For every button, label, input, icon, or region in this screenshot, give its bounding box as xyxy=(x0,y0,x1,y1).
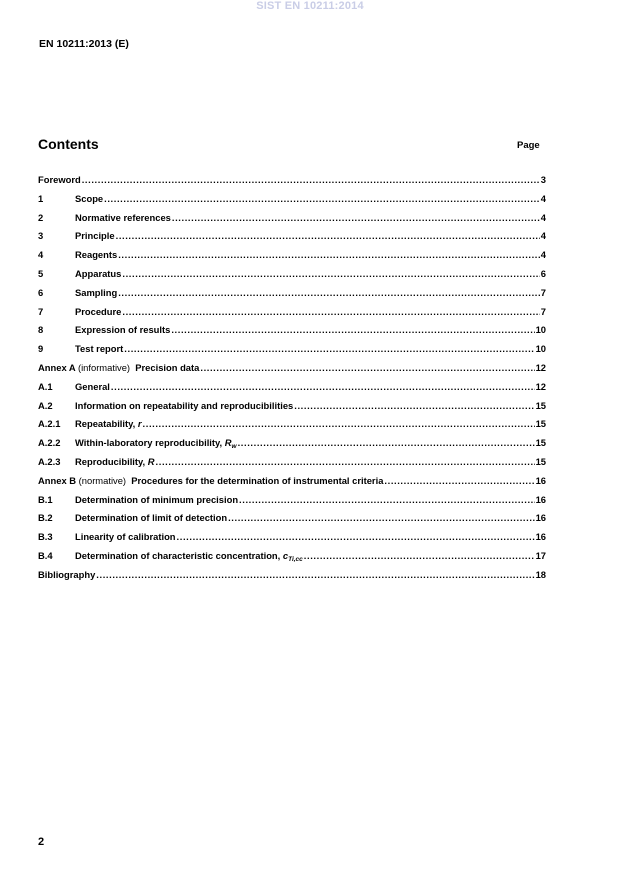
toc-entry-page: 15 xyxy=(535,437,546,449)
toc-entry-title xyxy=(38,362,199,373)
toc-entry-number: 5 xyxy=(38,267,44,279)
toc-entry-number: 9 xyxy=(38,343,44,355)
dot-leader xyxy=(238,437,535,448)
toc-title-text: Linearity of calibration xyxy=(75,531,176,543)
toc-entry[interactable] xyxy=(38,381,546,400)
toc-title-text: Sampling xyxy=(75,286,118,298)
dot-leader xyxy=(304,550,535,561)
annex-label: Annex A xyxy=(38,361,76,373)
toc-entry-page: 15 xyxy=(535,418,546,430)
toc-entry-number: A.2.3 xyxy=(38,455,61,467)
toc-entry-title xyxy=(75,343,123,354)
annex-type: (informative) xyxy=(77,361,131,373)
dot-leader xyxy=(104,193,540,204)
dot-leader xyxy=(384,475,534,486)
toc-entry[interactable] xyxy=(38,306,546,325)
toc-entry-title xyxy=(38,174,81,185)
toc-entry-page: 4 xyxy=(540,249,546,261)
annex-title: Precision data xyxy=(135,361,200,373)
toc-entry[interactable] xyxy=(38,287,546,306)
toc-entry-title xyxy=(75,550,303,563)
toc-entry-title xyxy=(75,230,115,241)
toc-title-text: Determination of characteristic concentration, xyxy=(75,549,283,561)
dot-leader xyxy=(116,230,540,241)
dot-leader xyxy=(143,418,535,429)
dot-leader xyxy=(122,306,539,317)
toc-entry-title xyxy=(75,268,121,279)
toc-title-text: Repeatability, xyxy=(75,418,138,430)
toc-entry-page: 4 xyxy=(540,192,546,204)
toc-entry-title xyxy=(75,306,121,317)
toc-entry[interactable] xyxy=(38,268,546,287)
toc-entry[interactable] xyxy=(38,249,546,268)
toc-entry-page: 16 xyxy=(535,493,546,505)
toc-entry-number: B.2 xyxy=(38,512,53,524)
toc-entry-title xyxy=(75,400,293,411)
dot-leader xyxy=(239,494,535,505)
page-number: 2 xyxy=(38,836,45,848)
toc-entry[interactable] xyxy=(38,437,546,456)
toc-entry-title xyxy=(75,287,117,298)
toc-entry-title xyxy=(75,324,170,335)
toc-entry-number: A.2.2 xyxy=(38,437,61,449)
toc-entry-page: 10 xyxy=(535,324,546,336)
toc-entry-number: 8 xyxy=(38,324,44,336)
toc-entry[interactable] xyxy=(38,550,546,569)
dot-leader xyxy=(82,174,540,185)
toc-title-text: Bibliography xyxy=(38,568,96,580)
toc-entry-title xyxy=(38,569,95,580)
toc-entry-number: 7 xyxy=(38,305,44,317)
toc-entry-title xyxy=(75,381,110,392)
toc-title-text: Expression of results xyxy=(75,324,171,336)
toc-entry[interactable] xyxy=(38,569,546,588)
dot-leader xyxy=(118,249,540,260)
toc-entry-number: 2 xyxy=(38,211,44,223)
toc-title-text: Apparatus xyxy=(75,267,122,279)
dot-leader xyxy=(118,287,540,298)
toc-title-text: Scope xyxy=(75,192,104,204)
toc-entry[interactable] xyxy=(38,400,546,419)
toc-entry-number: B.4 xyxy=(38,549,53,561)
dot-leader xyxy=(124,343,534,354)
toc-entry-page: 12 xyxy=(535,361,546,373)
toc-entry-page: 4 xyxy=(540,230,546,242)
toc-entry-page: 16 xyxy=(535,512,546,524)
toc-entry-number: 4 xyxy=(38,249,44,261)
toc-entry[interactable] xyxy=(38,193,546,212)
toc-entry-page: 16 xyxy=(535,531,546,543)
contents-title: Contents xyxy=(38,136,99,152)
toc-entry-page: 4 xyxy=(540,211,546,223)
toc-title-text: General xyxy=(75,380,110,392)
toc-entry[interactable] xyxy=(38,456,546,475)
watermark: SIST EN 10211:2014 xyxy=(256,0,364,12)
toc-title-subscript: w xyxy=(231,443,237,451)
toc-entry-page: 10 xyxy=(535,343,546,355)
dot-leader xyxy=(111,381,535,392)
toc-entry[interactable] xyxy=(38,362,546,381)
toc-title-text: Determination of minimum precision xyxy=(75,493,239,505)
toc-entry[interactable] xyxy=(38,343,546,362)
annex-title: Procedures for the determination of instrumental criteria xyxy=(131,474,384,486)
toc-entry-number: 1 xyxy=(38,192,44,204)
toc-entry-title xyxy=(75,531,176,542)
toc-title-variable: r xyxy=(137,418,142,430)
toc-title-text: Within-laboratory reproducibility, xyxy=(75,437,225,449)
toc-entry[interactable] xyxy=(38,174,546,193)
toc-entry-number: 3 xyxy=(38,230,44,242)
toc-title-text: Foreword xyxy=(38,174,81,185)
toc-entry-title xyxy=(75,212,171,223)
dot-leader xyxy=(294,400,534,411)
toc-entry-page: 7 xyxy=(540,286,546,298)
toc-title-text: Reproducibility, xyxy=(75,455,148,467)
dot-leader xyxy=(96,569,534,580)
toc-title-variable: R xyxy=(147,455,155,467)
toc-entry-title xyxy=(75,512,227,523)
toc-entry-page: 17 xyxy=(535,549,546,561)
toc-entry-page: 15 xyxy=(535,455,546,467)
dot-leader xyxy=(200,362,534,373)
toc-title-text: Information on repeatability and reproducibilities xyxy=(75,399,294,411)
toc-entry[interactable] xyxy=(38,324,546,343)
dot-leader xyxy=(156,456,535,467)
toc-entry-number: B.1 xyxy=(38,493,53,505)
annex-type: (normative) xyxy=(78,474,127,486)
toc-entry[interactable] xyxy=(38,494,546,513)
toc-entry-number: A.1 xyxy=(38,380,53,392)
toc-title-text: Reagents xyxy=(75,249,118,261)
dot-leader xyxy=(171,324,534,335)
toc-title-variable: R xyxy=(224,437,232,449)
toc-entry-number: 6 xyxy=(38,286,44,298)
dot-leader xyxy=(122,268,539,279)
page-column-label: Page xyxy=(517,140,540,151)
toc-entry-page: 18 xyxy=(535,568,546,580)
dot-leader xyxy=(228,512,534,523)
toc-entry-title xyxy=(75,418,142,429)
toc-entry-number: B.3 xyxy=(38,531,53,543)
toc-entry-page: 16 xyxy=(535,474,546,486)
toc-entry[interactable] xyxy=(38,212,546,231)
toc-entry-title xyxy=(75,494,238,505)
toc-entry[interactable] xyxy=(38,531,546,550)
toc-entry-number: A.2 xyxy=(38,399,53,411)
dot-leader xyxy=(172,212,540,223)
toc-entry[interactable] xyxy=(38,475,546,494)
table-of-contents xyxy=(38,174,546,588)
toc-entry-page: 7 xyxy=(540,305,546,317)
toc-entry-title xyxy=(38,475,383,486)
toc-entry-page: 12 xyxy=(535,380,546,392)
toc-entry-title xyxy=(75,249,117,260)
toc-title-subscript: Ti,cc xyxy=(288,555,303,563)
toc-entry-page: 6 xyxy=(540,267,546,279)
toc-title-text: Normative references xyxy=(75,211,171,223)
toc-title-text: Test report xyxy=(75,343,124,355)
toc-entry-number: A.2.1 xyxy=(38,418,61,430)
toc-title-variable: c xyxy=(282,549,289,561)
toc-entry[interactable] xyxy=(38,418,546,437)
toc-entry-page: 3 xyxy=(540,174,546,185)
toc-title-text: Principle xyxy=(75,230,115,242)
toc-entry[interactable] xyxy=(38,230,546,249)
toc-title-text: Procedure xyxy=(75,305,122,317)
toc-entry[interactable] xyxy=(38,512,546,531)
toc-entry-title xyxy=(75,456,155,467)
toc-entry-page: 15 xyxy=(535,399,546,411)
toc-entry-title xyxy=(75,437,237,450)
toc-title-text: Determination of limit of detection xyxy=(75,512,228,524)
document-id: EN 10211:2013 (E) xyxy=(39,38,129,50)
toc-entry-title xyxy=(75,193,103,204)
annex-label: Annex B xyxy=(38,474,77,486)
dot-leader xyxy=(177,531,535,542)
